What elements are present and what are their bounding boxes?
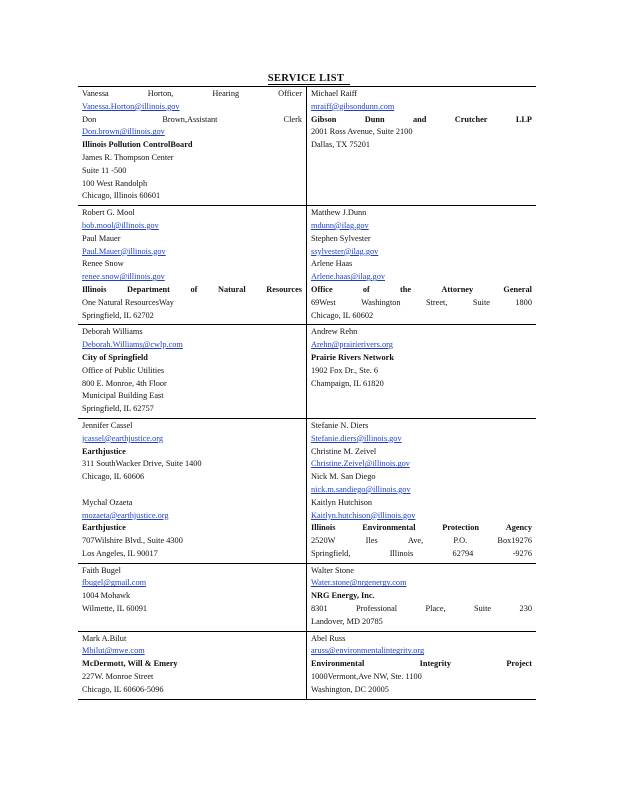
contact-line: Walter Stone <box>311 565 354 575</box>
email-link[interactable]: Kaitlyn.hutchison@illinois.gov <box>311 510 416 520</box>
email-link[interactable]: Stefanie.diers@illinois.gov <box>311 433 402 443</box>
title-text: SERVICE LIST <box>268 73 350 85</box>
contact-line: 1000Vermont,Ave NW, Ste. 1100 <box>311 672 422 682</box>
contact-line: 1902 Fox Dr., Ste. 6 <box>311 365 379 375</box>
organization-name: Prairie Rivers Network <box>311 352 394 362</box>
table-row <box>78 87 536 206</box>
contact-line: Mychal Ozaeta <box>82 497 133 507</box>
contact-line: Office of Public Utilities <box>82 365 165 375</box>
page-title <box>0 73 618 84</box>
contact-line: James R. Thompson Center <box>82 152 174 162</box>
organization-name: Earthjustice <box>82 446 126 456</box>
contact-line: Suite 11 -500 <box>82 165 127 175</box>
email-link[interactable]: Water.stone@nrgenergy.com <box>311 578 407 588</box>
table-row <box>78 325 536 419</box>
contact-line: One Natural ResourcesWay <box>82 297 174 307</box>
service-list-table <box>78 86 536 700</box>
contact-entry-right <box>307 419 536 563</box>
contact-entry-left <box>78 325 307 418</box>
contact-line: Arlene Haas <box>311 259 353 269</box>
contact-line: Matthew J.Dunn <box>311 208 367 218</box>
contact-entry-left <box>78 564 307 631</box>
contact-line: Wilmette, IL 60091 <box>82 604 148 614</box>
contact-line: 100 West Randolph <box>82 178 148 188</box>
organization-name: Illinois Pollution ControlBoard <box>82 140 193 150</box>
contact-line: 227W. Monroe Street <box>82 672 154 682</box>
email-link[interactable]: mozaeta@earthjustice.org <box>82 510 169 520</box>
contact-entry-right <box>307 564 536 631</box>
email-link[interactable]: Paul.Mauer@illinois.gov <box>82 246 166 256</box>
contact-line: Deborah Williams <box>82 327 143 337</box>
email-link[interactable]: Mbilut@mwe.com <box>82 646 145 656</box>
contact-entry-left <box>78 632 307 699</box>
table-row <box>78 419 536 564</box>
contact-line: Paul Mauer <box>82 233 121 243</box>
contact-line: Mark A.Bilut <box>82 633 127 643</box>
contact-line: Washington, DC 20005 <box>311 684 389 694</box>
contact-line: Stefanie N. Diers <box>311 420 369 430</box>
contact-line: 1004 Mohawk <box>82 591 131 601</box>
email-link[interactable]: Christine.Zeivel@illinois.gov <box>311 459 410 469</box>
contact-line: Dallas, TX 75201 <box>311 140 371 150</box>
contact-line: 800 E. Monroe, 4th Floor <box>82 378 167 388</box>
contact-line: Chicago, Illinois 60601 <box>82 191 161 201</box>
contact-entry-left <box>78 87 307 205</box>
contact-line: 8301 Professional Place, Suite 230 <box>311 604 532 614</box>
email-link[interactable]: Arlene.haas@ilag.gov <box>311 272 385 282</box>
email-link[interactable]: bob.mool@illinois.gov <box>82 220 159 230</box>
table-row <box>78 564 536 632</box>
contact-line: Chicago, IL 60606 <box>82 472 145 482</box>
contact-line: 311 SouthWacker Drive, Suite 1400 <box>82 459 202 469</box>
contact-entry-right <box>307 87 536 205</box>
contact-entry-left <box>78 419 307 563</box>
contact-line: Robert G. Mool <box>82 208 135 218</box>
organization-name: Gibson Dunn and Crutcher LLP <box>311 114 532 124</box>
organization-name: NRG Energy, Inc. <box>311 591 375 601</box>
contact-line: Abel Russ <box>311 633 346 643</box>
organization-name: Illinois Environmental Protection Agency <box>311 523 532 533</box>
contact-line: Landover, MD 20785 <box>311 616 383 626</box>
contact-line: Stephen Sylvester <box>311 233 371 243</box>
table-row <box>78 206 536 325</box>
spacer <box>82 484 302 497</box>
email-link[interactable]: fbugel@gmail.com <box>82 578 147 588</box>
email-link[interactable]: aruss@environmentalintegrity.org <box>311 646 425 656</box>
organization-name: Illinois Department of Natural Resources <box>82 284 302 294</box>
contact-line: Faith Bugel <box>82 565 121 575</box>
email-link[interactable]: Deborah.Williams@cwlp.com <box>82 340 183 350</box>
contact-line: Christine M. Zeivel <box>311 446 377 456</box>
contact-line: Chicago, IL 60606-5096 <box>82 684 164 694</box>
contact-entry-right <box>307 206 536 324</box>
contact-line: 69West Washington Street, Suite 1800 <box>311 297 532 307</box>
organization-name: Office of the Attorney General <box>311 284 532 294</box>
contact-line: 2001 Ross Avenue, Suite 2100 <box>311 127 413 137</box>
contact-line: Don Brown,Assistant Clerk <box>82 114 302 124</box>
contact-line: Municipal Building East <box>82 391 164 401</box>
email-link[interactable]: ssylvester@ilag.gov <box>311 246 379 256</box>
contact-line: Nick M. San Diego <box>311 472 376 482</box>
email-link[interactable]: Don.brown@illinois.gov <box>82 127 165 137</box>
email-link[interactable]: jcassel@earthjustice.org <box>82 433 163 443</box>
contact-line: Springfield, Illinois 62794 -9276 <box>311 548 532 558</box>
contact-line: Renee Snow <box>82 259 124 269</box>
email-link[interactable]: mdunn@ilag.gov <box>311 220 369 230</box>
organization-name: Environmental Integrity Project <box>311 659 532 669</box>
organization-name: McDermott, Will & Emery <box>82 659 178 669</box>
email-link[interactable]: mraiff@gibsondunn.com <box>311 101 395 111</box>
organization-name: Earthjustice <box>82 523 126 533</box>
contact-line: Champaign, IL 61820 <box>311 378 384 388</box>
table-row <box>78 632 536 699</box>
contact-line: Michael Raiff <box>311 89 358 98</box>
contact-entry-left <box>78 206 307 324</box>
contact-line: 707Wilshire Blvd., Suite 4300 <box>82 536 183 546</box>
organization-name: City of Springfield <box>82 352 148 362</box>
contact-line: Kaitlyn Hutchison <box>311 497 373 507</box>
email-link[interactable]: Vanessa.Horton@illinois.gov <box>82 101 180 111</box>
email-link[interactable]: renee.snow@illinois.gov <box>82 272 165 282</box>
email-link[interactable]: nick.m.sandiego@illinois.gov <box>311 484 411 494</box>
contact-line: Springfield, IL 62757 <box>82 404 154 414</box>
contact-line: Chicago, IL 60602 <box>311 310 374 320</box>
email-link[interactable]: Arehn@prairierivers.org <box>311 340 393 350</box>
contact-entry-right <box>307 632 536 699</box>
contact-line: Jennifer Cassel <box>82 420 133 430</box>
contact-line: 2520W Iles Ave, P.O. Box19276 <box>311 536 532 546</box>
contact-entry-right <box>307 325 536 418</box>
contact-line: Los Angeles, IL 90017 <box>82 548 158 558</box>
contact-line: Vanessa Horton, Hearing Officer <box>82 89 302 98</box>
contact-line: Springfield, IL 62702 <box>82 310 154 320</box>
contact-line: Andrew Rehn <box>311 327 358 337</box>
